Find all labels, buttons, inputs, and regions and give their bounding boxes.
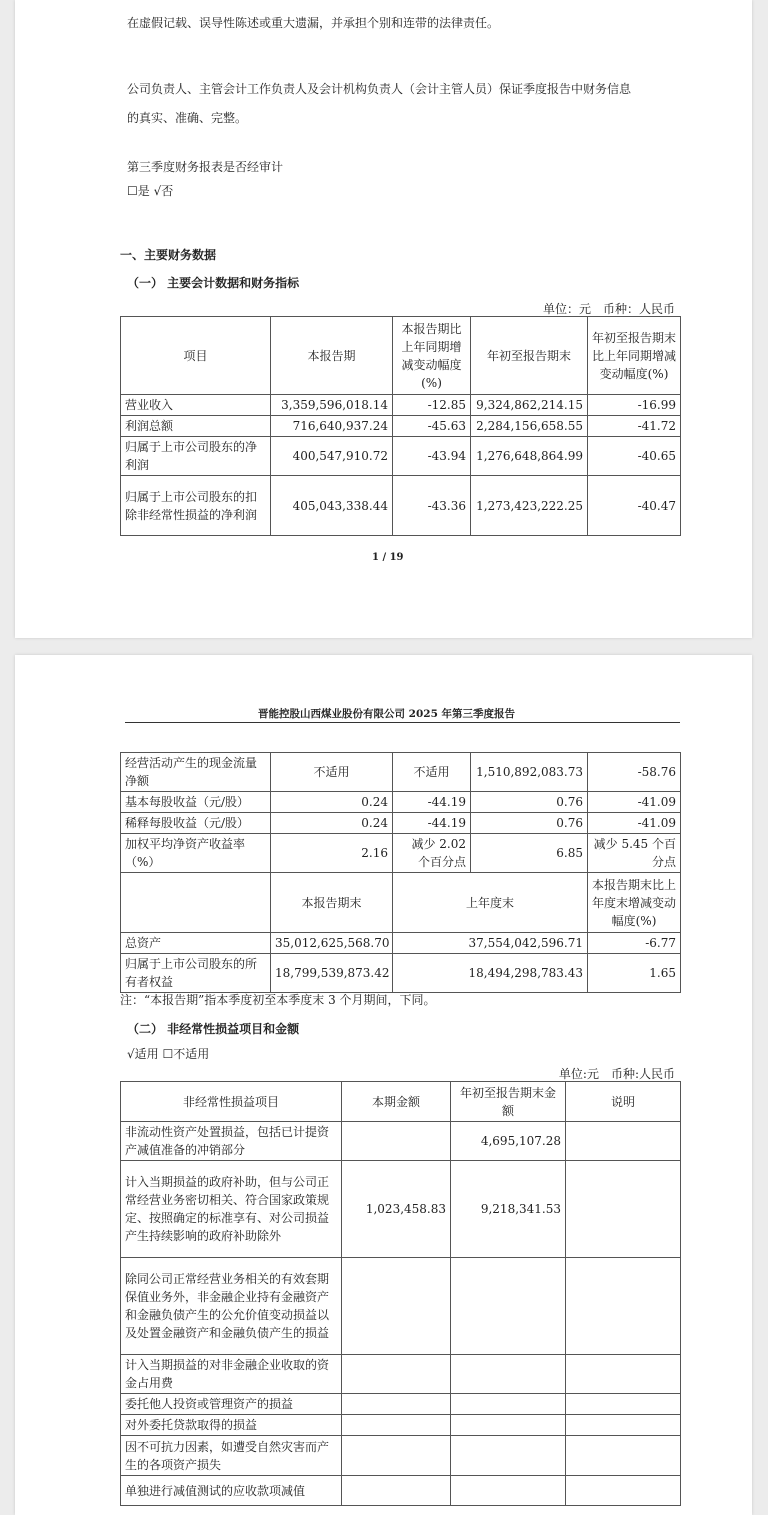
table-cell: 利润总额 [121,416,271,437]
table-cell [342,1415,451,1436]
financial-data-table [120,316,681,536]
paragraph: 公司负责人、主管会计工作负责人及会计机构负责人（会计主管人员）保证季度报告中财务信息 [127,82,632,96]
table-row [121,416,681,437]
table-cell: 18,494,298,783.43 [393,954,588,993]
table-cell: 归属于上市公司股东的净利润 [121,437,271,476]
table-cell: 9,218,341.53 [451,1161,566,1258]
non-recurring-items-table [120,1081,681,1506]
table-row [121,1355,681,1394]
table-cell [566,1436,681,1476]
table-cell: 0.76 [471,813,588,834]
subsection-heading: （一） 主要会计数据和财务指标 [127,276,300,290]
table-cell [342,1436,451,1476]
table-cell: 归属于上市公司股东的所有者权益 [121,954,271,993]
table-cell: -43.94 [393,437,471,476]
paragraph: 的真实、准确、完整。 [127,111,248,125]
table-row [121,1436,681,1476]
note: 注：“本报告期”指本季度初至本季度末 3 个月期间，下同。 [120,993,436,1007]
table-cell: 1,273,423,222.25 [471,476,588,536]
table-cell: 本报告期末比上年度末增减变动幅度(%) [588,873,681,933]
header-cell: 非经常性损益项目 [121,1082,342,1122]
table-cell: 6.85 [471,834,588,873]
table-cell: 计入当期损益的政府补助，但与公司正常经营业务密切相关、符合国家政策规定、按照确定的标准享有、对公司损益产生持续影响的政府补助除外 [121,1161,342,1258]
financial-data-table-continued [120,752,681,993]
table-cell [451,1394,566,1415]
table-cell: -44.19 [393,813,471,834]
table-cell [566,1476,681,1506]
table-row [121,476,681,536]
table-cell: 0.24 [271,813,393,834]
table-cell: -16.99 [588,395,681,416]
header-cell: 本期金额 [342,1082,451,1122]
header-cell: 年初至报告期末比上年同期增减变动幅度(%) [588,317,681,395]
table-cell [451,1476,566,1506]
table-cell: -41.72 [588,416,681,437]
table-cell: -45.63 [393,416,471,437]
unit-label: 单位:元 币种:人民币 [558,1067,675,1081]
table-cell: 18,799,539,873.42 [271,954,393,993]
table-cell: -40.65 [588,437,681,476]
table-cell: 除同公司正常经营业务相关的有效套期保值业务外，非金融企业持有金融资产和金融负债产生的公允价值变动损益以及处置金融资产和金融负债产生的损益 [121,1258,342,1355]
table-cell: 基本每股收益（元/股） [121,792,271,813]
table-cell: 委托他人投资或管理资产的损益 [121,1394,342,1415]
table-cell: 37,554,042,596.71 [393,933,588,954]
audit-question: 第三季度财务报表是否经审计 [127,160,284,174]
table-cell: 0.76 [471,792,588,813]
unit-label: 单位：元 币种：人民币 [542,302,675,316]
table-row [121,813,681,834]
table-row [121,1394,681,1415]
table-cell: 经营活动产生的现金流量净额 [121,753,271,792]
page-number: 1 / 19 [372,552,404,563]
table-cell: -44.19 [393,792,471,813]
table-cell: -43.36 [393,476,471,536]
table-row [121,834,681,873]
header-cell: 年初至报告期末 [471,317,588,395]
table-cell: -12.85 [393,395,471,416]
table-cell [566,1415,681,1436]
table-row [121,933,681,954]
table-row [121,1415,681,1436]
table-row [121,1122,681,1161]
table-cell [451,1436,566,1476]
table-cell: 减少 2.02 个百分点 [393,834,471,873]
table-cell: 上年度末 [393,873,588,933]
table-cell: 3,359,596,018.14 [271,395,393,416]
header-cell: 项目 [121,317,271,395]
table-cell: 不适用 [393,753,471,792]
table-row [121,437,681,476]
header-cell: 本报告期 [271,317,393,395]
table-cell [342,1122,451,1161]
header-cell: 年初至报告期末金额 [451,1082,566,1122]
table-cell: 减少 5.45 个百分点 [588,834,681,873]
table-cell [451,1415,566,1436]
table-cell: -41.09 [588,792,681,813]
table-row [121,395,681,416]
table-cell: 单独进行减值测试的应收款项减值 [121,1476,342,1506]
report-header: 晋能控股山西煤业股份有限公司 2025 年第三季度报告 [258,708,516,720]
table-cell: 1.65 [588,954,681,993]
subsection-heading: （二） 非经常性损益项目和金额 [127,1022,300,1036]
table-cell [566,1258,681,1355]
applicable-options: √适用 ☐不适用 [127,1047,210,1061]
table-cell [566,1161,681,1258]
table-row [121,954,681,993]
table-row [121,1161,681,1258]
table-row [121,753,681,792]
table-cell [566,1355,681,1394]
table-cell [342,1355,451,1394]
table-cell: 加权平均净资产收益率（%） [121,834,271,873]
table-cell: 非流动性资产处置损益，包括已计提资产减值准备的冲销部分 [121,1122,342,1161]
table-cell: -41.09 [588,813,681,834]
table-cell: 0.24 [271,792,393,813]
table-cell: -40.47 [588,476,681,536]
table-cell: 1,510,892,083.73 [471,753,588,792]
table-cell: 1,276,648,864.99 [471,437,588,476]
table-cell: 不适用 [271,753,393,792]
table-cell: 405,043,338.44 [271,476,393,536]
table-cell [342,1476,451,1506]
table-cell: 稀释每股收益（元/股） [121,813,271,834]
header-cell: 说明 [566,1082,681,1122]
table-cell [451,1258,566,1355]
table-cell [566,1122,681,1161]
table-cell: 本报告期末 [271,873,393,933]
table-cell [566,1394,681,1415]
table-cell: 2,284,156,658.55 [471,416,588,437]
table-cell: 1,023,458.83 [342,1161,451,1258]
table-cell: 营业收入 [121,395,271,416]
table-cell: 4,695,107.28 [451,1122,566,1161]
table-cell: 对外委托贷款取得的损益 [121,1415,342,1436]
table-row [121,792,681,813]
table-row [121,1258,681,1355]
table-cell: 总资产 [121,933,271,954]
table-cell: 716,640,937.24 [271,416,393,437]
table-cell: 归属于上市公司股东的扣除非经常性损益的净利润 [121,476,271,536]
audit-options: ☐是 √否 [127,184,174,198]
section-heading: 一、主要财务数据 [120,248,217,262]
table-cell: -58.76 [588,753,681,792]
table-cell [342,1258,451,1355]
header-rule [125,722,680,723]
table-cell: 2.16 [271,834,393,873]
table-cell [342,1394,451,1415]
table-row [121,873,681,933]
paragraph: 在虚假记载、误导性陈述或重大遗漏，并承担个别和连带的法律责任。 [127,16,500,30]
table-cell: 35,012,625,568.70 [271,933,393,954]
table-cell: 计入当期损益的对非金融企业收取的资金占用费 [121,1355,342,1394]
table-cell: 9,324,862,214.15 [471,395,588,416]
table-cell: 400,547,910.72 [271,437,393,476]
header-cell: 本报告期比上年同期增减变动幅度(%) [393,317,471,395]
table-cell: -6.77 [588,933,681,954]
table-cell: 因不可抗力因素，如遭受自然灾害而产生的各项资产损失 [121,1436,342,1476]
table-cell [451,1355,566,1394]
table-row [121,1476,681,1506]
table-cell [121,873,271,933]
